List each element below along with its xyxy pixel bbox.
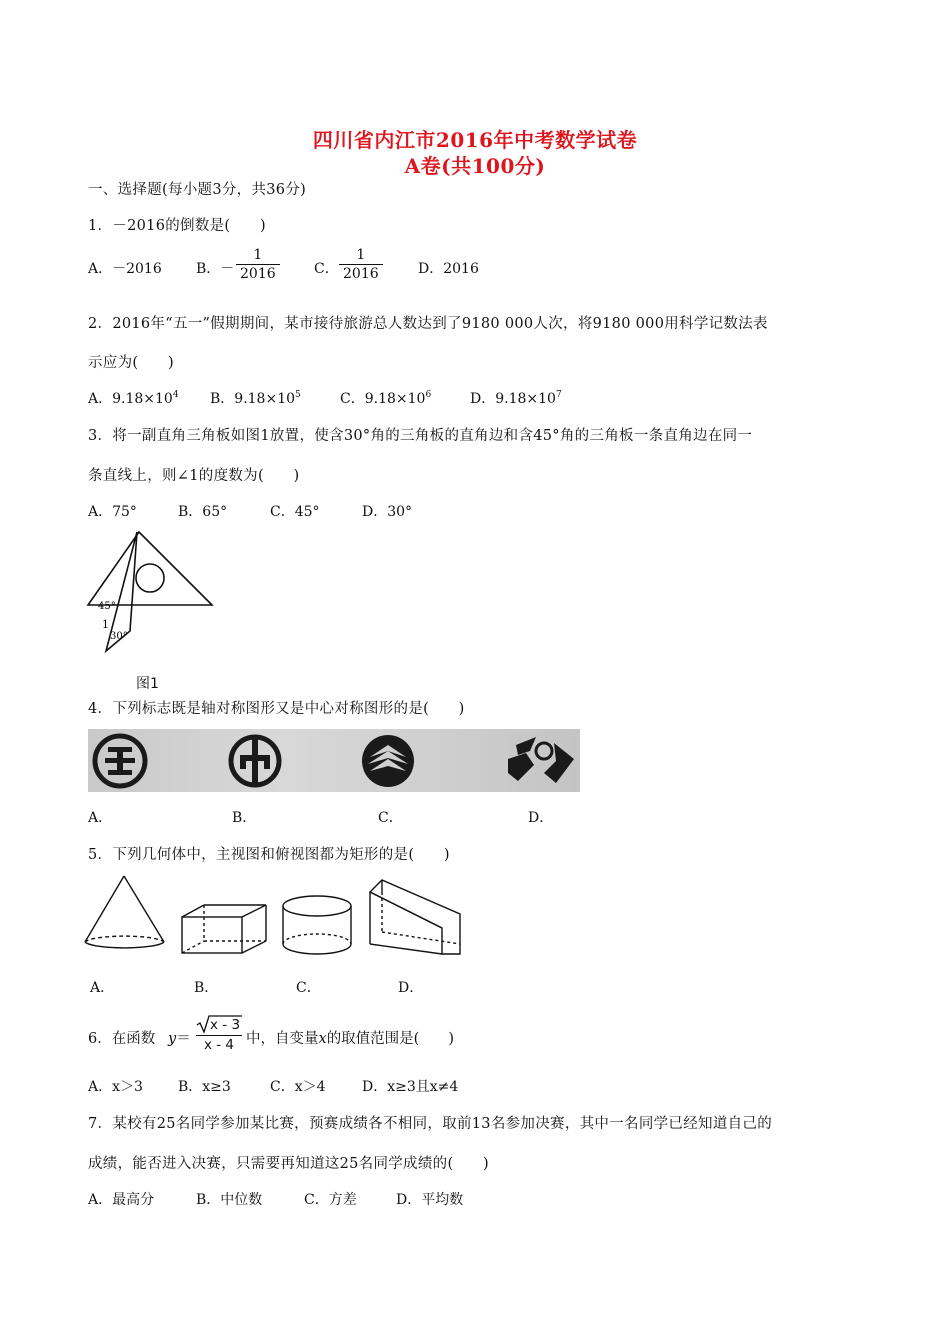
q3-option-c: C．45° [270, 504, 320, 520]
q7-option-d: D．平均数 [396, 1192, 464, 1208]
q2-c-exponent: 6 [425, 390, 432, 400]
q1-option-d: D．2016 [418, 261, 479, 277]
q1-option-a: A．－2016 [88, 261, 162, 277]
q3-option-b: B．65° [178, 504, 228, 520]
section-heading: 一、选择题(每小题3分，共36分) [88, 182, 307, 198]
q2-b-exponent: 5 [295, 390, 301, 400]
q7-stem-line1: 7．某校有25名同学参加某比赛，预赛成绩各不相同，取前13名参加决赛，其中一名同学已经知道自己的 [88, 1116, 773, 1132]
prism-shape [370, 880, 460, 954]
q5-option-d: D． [398, 980, 424, 996]
fraction-bar [339, 264, 383, 265]
q1-option-b-fraction [236, 247, 280, 282]
q6-suffix-1: 中，自变量 [246, 1031, 319, 1047]
cuboid-shape [182, 905, 266, 953]
q6-option-c: C．x＞4 [270, 1079, 326, 1095]
q3-option-a: A．75° [88, 504, 137, 520]
logo-a-icon [95, 736, 145, 786]
q2-a-base: A．9.18×10 [88, 391, 173, 407]
func-equals: ＝ [176, 1031, 191, 1047]
q1-option-c-fraction [339, 247, 383, 282]
q2-option-a [88, 388, 179, 408]
q2-option-d [470, 388, 562, 408]
q3-stem-line1: 3．将一副直角三角板如图1放置，使含30°角的三角板的直角边和含45°角的三角板一条直角边在同一 [88, 428, 753, 444]
q6-fraction [196, 1014, 242, 1053]
q2-c-base: C．9.18×10 [340, 391, 426, 407]
geometry-solids-figure [82, 872, 472, 962]
page-title: 四川省内江市2016年中考数学试卷 [312, 128, 638, 152]
q2-stem-line2: 示应为( ) [88, 355, 174, 371]
q6-stem-suffix [246, 1027, 454, 1048]
q6-function [168, 1027, 191, 1048]
q3-stem-line2: 条直线上，则∠1的度数为( ) [88, 468, 300, 484]
q5-stem: 5．下列几何体中，主视图和俯视图都为矩形的是( ) [88, 847, 450, 863]
q1-b-numerator: 1 [253, 247, 263, 263]
q4-option-c: C． [378, 810, 403, 826]
q4-option-d: D． [528, 810, 554, 826]
fig-label-30: 30° [110, 631, 128, 642]
q2-d-base: D．9.18×10 [470, 391, 556, 407]
fraction-bar [236, 264, 280, 265]
q6-var: x [318, 1031, 327, 1047]
q7-option-b: B．中位数 [196, 1192, 263, 1208]
q6-option-b: B．x≥3 [178, 1079, 231, 1095]
q1-c-numerator: 1 [356, 247, 366, 263]
q2-stem-line1: 2．2016年“五一”假期期间，某市接待旅游总人数达到了9180 000人次，将9180 000用科学记数法表 [88, 316, 768, 332]
fraction-bar [196, 1035, 242, 1036]
q2-option-c [340, 388, 431, 408]
q6-option-d: D．x≥3且x≠4 [362, 1079, 459, 1095]
q4-stem: 4．下列标志既是轴对称图形又是中心对称图形的是( ) [88, 701, 465, 717]
q5-option-b: B． [194, 980, 219, 996]
q6-stem-prefix: 6．在函数 [88, 1031, 156, 1047]
q1-c-denominator: 2016 [343, 266, 379, 282]
q1-option-b-prefix: B．－ [196, 261, 235, 277]
q6-suffix-2: 的取值范围是( ) [326, 1031, 455, 1047]
cone-shape [85, 876, 164, 948]
q5-option-a: A． [90, 980, 115, 996]
q6-option-a: A．x＞3 [88, 1079, 143, 1095]
q1-b-denominator: 2016 [240, 266, 276, 282]
logos-image [88, 729, 580, 792]
func-y: y [168, 1031, 177, 1047]
logo-d-icon [508, 737, 574, 783]
figure-1-triangles [82, 528, 222, 658]
fig-label-45: 45° [98, 601, 116, 612]
q2-d-exponent: 7 [555, 390, 562, 400]
q4-option-b: B． [232, 810, 257, 826]
q2-b-base: B．9.18×10 [210, 391, 296, 407]
logo-c-icon [362, 735, 414, 787]
q1-option-c-prefix: C． [314, 261, 339, 277]
q6-denominator: x - 4 [203, 1037, 235, 1053]
q3-option-d: D．30° [362, 504, 413, 520]
q4-option-a: A． [88, 810, 113, 826]
fig-label-1: 1 [102, 618, 109, 631]
q7-stem-line2: 成绩，能否进入决赛，只需要再知道这25名同学成绩的( ) [88, 1156, 489, 1172]
q6-numerator: x - 3 [210, 1017, 241, 1033]
q2-option-b [210, 388, 301, 408]
logo-strip [88, 729, 580, 792]
logo-b-icon [231, 735, 279, 787]
page-subtitle: A卷(共100分) [404, 154, 546, 178]
q7-option-c: C．方差 [304, 1192, 357, 1208]
q1-stem: 1．－2016的倒数是( ) [88, 218, 266, 234]
q2-a-exponent: 4 [172, 390, 179, 400]
figure-1-caption: 图1 [136, 676, 159, 692]
q7-option-a: A．最高分 [88, 1192, 155, 1208]
cylinder-shape [283, 896, 351, 954]
q5-option-c: C． [296, 980, 321, 996]
